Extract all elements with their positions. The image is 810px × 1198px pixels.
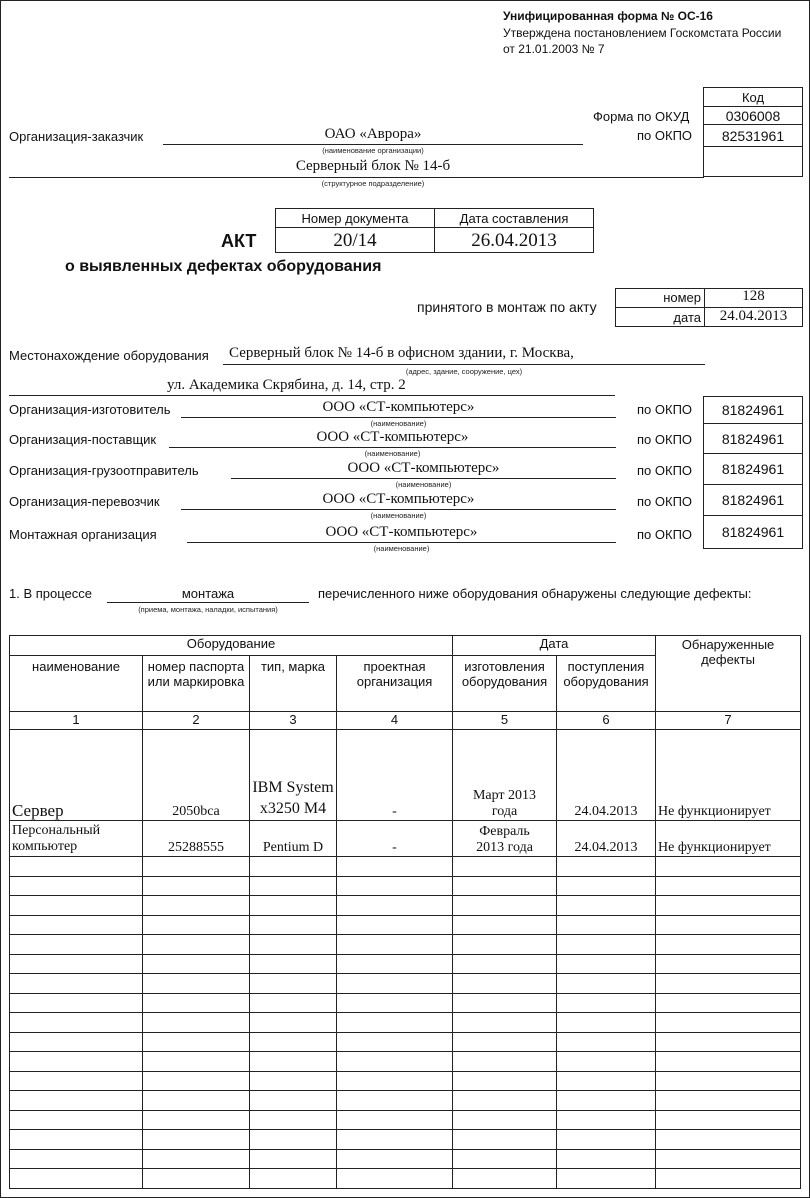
form-title: Унифицированная форма № ОС-16 [503,9,713,23]
cell-defect: Не функционирует [656,730,801,821]
col-number: 5 [453,712,557,730]
org-okpo-label: по ОКПО [637,527,693,542]
org-name: ООО «СТ-компьютерс» [325,524,478,540]
cell-made: Февраль 2013 года [453,821,557,857]
group-date-header: Дата [453,636,656,656]
cell-received: 24.04.2013 [557,730,656,821]
header-divider [9,177,704,178]
org-okpo-value: 81824961 [703,484,803,516]
org-label: Организация-грузоотправитель [9,463,199,478]
cell-passport: 2050bca [143,730,250,821]
org-name: ООО «СТ-компьютерс» [316,429,469,445]
col-number: 3 [250,712,337,730]
org-caption: (наименование) [370,511,427,520]
org-name: ООО «СТ-компьютерс» [322,399,475,415]
okud-value: 0306008 [703,106,803,125]
doc-date-header: Дата составления [434,208,594,228]
org-name: ООО «СТ-компьютерс» [347,460,500,476]
col-name-header: наименование [10,656,143,712]
okpo-value: 82531961 [703,124,803,147]
acceptance-label: принятого в монтаж по акту [417,299,597,315]
org-line [231,478,616,479]
org-okpo-value: 81824961 [703,423,803,454]
location-label: Местонахождение оборудования [9,348,209,363]
group-equipment-header: Оборудование [10,636,453,656]
defects-table [9,635,801,1189]
customer-name: ОАО «Аврора» [324,126,422,142]
org-caption: (наименование) [364,449,421,458]
location-line-2-rule [9,395,615,396]
table-row [10,821,801,857]
org-okpo-value: 81824961 [703,515,803,549]
customer-name-line [163,144,583,145]
org-caption: (наименование) [373,544,430,553]
col-received-header: поступления оборудования [557,656,656,712]
cell-type: IBM System x3250 M4 [250,730,337,821]
col-number: 6 [557,712,656,730]
cell-name: Персональный компьютер [10,821,143,857]
col-number: 4 [337,712,453,730]
org-okpo-value: 81824961 [703,396,803,424]
col-made-header: изготовления оборудования [453,656,557,712]
location-line-1-rule [223,364,705,365]
org-okpo-value: 81824961 [703,453,803,485]
org-label: Организация-изготовитель [9,402,171,417]
col-project-header: проектная организация [337,656,453,712]
section1-process-caption: (приема, монтажа, наладки, испытания) [138,605,278,614]
cell-type: Pentium D [250,821,337,857]
cell-defect: Не функционирует [656,821,801,857]
table-row [10,730,801,821]
org-label: Организация-перевозчик [9,494,160,509]
col-number: 1 [10,712,143,730]
defects-header: Обнаруженные дефекты [656,636,801,712]
col-number: 2 [143,712,250,730]
org-okpo-label: по ОКПО [637,494,693,509]
acceptance-number-label: номер [663,290,701,305]
customer-name-caption: (наименование организации) [322,146,424,155]
section1-suffix: перечисленного ниже оборудования обнаружены следующие дефекты: [318,586,752,601]
org-caption: (наименование) [370,419,427,428]
col-passport-header: номер паспорта или маркировка [143,656,250,712]
customer-unit: Серверный блок № 14-б [295,158,451,174]
code-empty-cell [703,146,803,177]
okud-label: Форма по ОКУД [593,109,690,124]
org-label: Монтажная организация [9,527,157,542]
location-line-1: Серверный блок № 14-б в офисном здании, г. Москва, [229,345,574,361]
doc-number-header: Номер документа [275,208,435,228]
col-type-header: тип, марка [250,656,337,712]
section1-process-line [107,602,309,603]
acceptance-number: 128 [742,288,765,304]
doc-number: 20/14 [275,227,435,253]
cell-name: Сервер [10,730,143,821]
cell-project: - [337,821,453,857]
org-okpo-label: по ОКПО [637,463,693,478]
org-line [181,509,616,510]
org-okpo-label: по ОКПО [637,402,693,417]
col-number: 7 [656,712,801,730]
acceptance-date-label: дата [673,310,701,325]
org-name: ООО «СТ-компьютерс» [322,491,475,507]
doc-date: 26.04.2013 [434,227,594,253]
customer-label: Организация-заказчик [9,129,144,144]
org-caption: (наименование) [395,480,452,489]
approved-line-1: Утверждена постановлением Госкомстата России [503,26,782,40]
approved-line-2: от 21.01.2003 № 7 [503,42,605,56]
okpo-label: по ОКПО [637,128,693,143]
cell-project: - [337,730,453,821]
section1-prefix: 1. В процессе [9,586,92,601]
org-okpo-label: по ОКПО [637,432,693,447]
location-line-2: ул. Академика Скрябина, д. 14, стр. 2 [167,377,406,393]
act-title: АКТ [221,231,257,251]
org-line [181,417,616,418]
code-header: Код [703,87,803,107]
acceptance-date: 24.04.2013 [719,308,788,324]
cell-made: Март 2013 года [453,730,557,821]
cell-passport: 25288555 [143,821,250,857]
org-label: Организация-поставщик [9,432,157,447]
customer-unit-caption: (структурное подразделение) [321,179,425,188]
act-subtitle: о выявленных дефектах оборудования [65,258,382,275]
org-line [187,542,616,543]
cell-received: 24.04.2013 [557,821,656,857]
location-caption: (адрес, здание, сооружение, цех) [405,367,523,376]
org-line [169,447,616,448]
section1-process: монтажа [181,586,235,601]
